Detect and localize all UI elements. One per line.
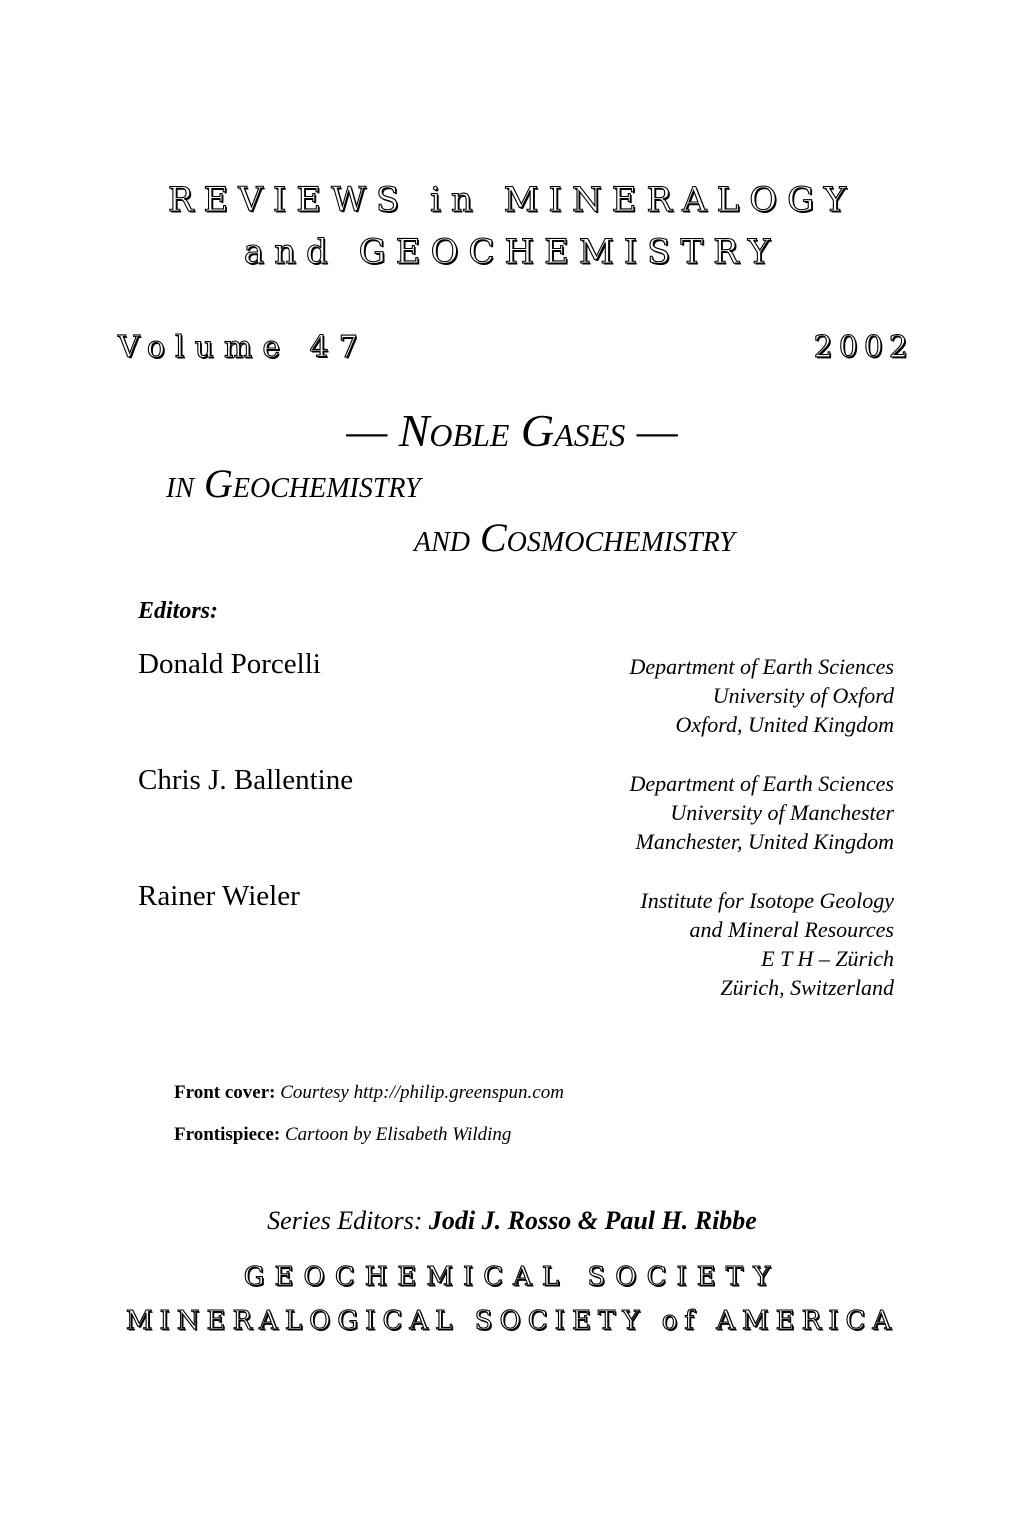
frontispiece-label: Frontispiece:	[174, 1124, 281, 1145]
affiliation-line: Manchester, United Kingdom	[635, 829, 894, 854]
geochemical-society: GEOCHEMICAL SOCIETY	[243, 1262, 781, 1292]
editor-affiliation	[629, 769, 894, 856]
affiliation-line: Department of Earth Sciences	[629, 654, 894, 679]
affiliation-line: Oxford, United Kingdom	[675, 712, 894, 737]
frontispiece-credit	[174, 1124, 511, 1146]
editor-affiliation	[640, 886, 894, 1002]
editors-label: Editors:	[138, 598, 219, 624]
series-editors-label: Series Editors:	[267, 1206, 423, 1235]
front-cover-text: Courtesy http://philip.greenspun.com	[280, 1082, 564, 1103]
book-title-line2: in Geochemistry	[166, 461, 421, 506]
series-title-line2: and GEOCHEMISTRY	[243, 232, 781, 272]
affiliation-line: Zürich, Switzerland	[720, 975, 894, 1000]
mineralogical-society: MINERALOGICAL SOCIETY of AMERICA	[125, 1306, 899, 1336]
frontispiece-text: Cartoon by Elisabeth Wilding	[285, 1124, 512, 1145]
book-title-line1: — Noble Gases —	[346, 405, 678, 456]
affiliation-line: Institute for Isotope Geology	[640, 888, 894, 913]
volume-label: Volume 47	[118, 330, 368, 365]
front-cover-credit	[174, 1082, 564, 1104]
affiliation-line: Department of Earth Sciences	[629, 771, 894, 796]
front-cover-label: Front cover:	[174, 1082, 276, 1103]
editor-name: Donald Porcelli	[138, 648, 321, 680]
book-title-line3: and Cosmochemistry	[414, 515, 735, 560]
affiliation-line: University of Manchester	[670, 800, 894, 825]
series-editors-names: Jodi J. Rosso & Paul H. Ribbe	[428, 1206, 757, 1235]
editor-name: Chris J. Ballentine	[138, 764, 354, 796]
affiliation-line: and Mineral Resources	[689, 917, 894, 942]
series-title-line1: REVIEWS in MINERALOGY	[167, 180, 857, 220]
affiliation-line: E T H – Zürich	[761, 946, 894, 971]
editor-affiliation	[629, 652, 894, 739]
volume-year: 2002	[813, 330, 914, 365]
series-editors	[0, 1206, 1024, 1236]
editor-name: Rainer Wieler	[138, 880, 300, 912]
affiliation-line: University of Oxford	[712, 683, 894, 708]
